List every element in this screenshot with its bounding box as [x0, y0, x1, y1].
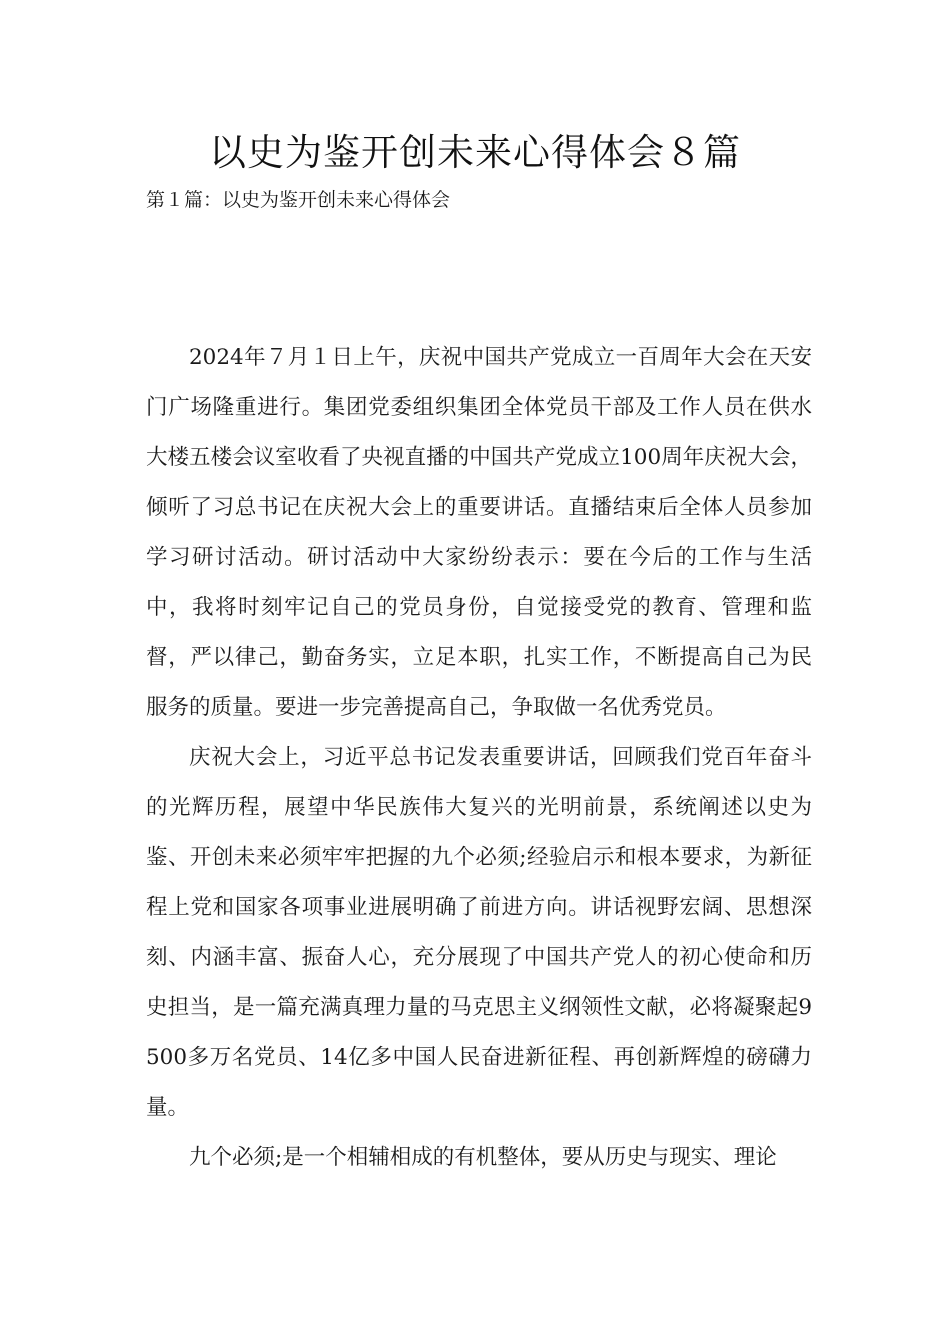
document-title: 以史为鉴开创未来心得体会８篇: [209, 131, 741, 174]
paragraph: 九个必须;是一个相辅相成的有机整体，要从历史与现实、理论: [189, 1145, 777, 1170]
section-heading: 第１篇：以史为鉴开创未来心得体会: [146, 189, 451, 211]
paragraph: 庆祝大会上，习近平总书记发表重要讲话，回顾我们党百年奋斗的光辉历程，展望中华民族伟大复兴的光明前景，系统阐述以史为鉴、开创未来必须牢牢把握的九个必须;经验启示和根本要求，为新征程上党和国家各项事业进展明确了前进方向。讲话视野宏阔、思想深刻、内涵丰富、振奋人心，充分展现了中国共产党人的初心使命和历史担当，是一篇充满真理力量的马克思主义纲领性文献，必将凝聚起9500多万名党员、14亿多中国人民奋进新征程、再创新辉煌的磅礴力量。: [146, 745, 812, 1120]
document-body: [146, 333, 812, 1183]
paragraph: 2024年７月１日上午，庆祝中国共产党成立一百周年大会在天安门广场隆重进行。集团党委组织集团全体党员干部及工作人员在供水大楼五楼会议室收看了央视直播的中国共产党成立100周年庆祝大会，倾听了习总书记在庆祝大会上的重要讲话。直播结束后全体人员参加学习研讨活动。研讨活动中大家纷纷表示：要在今后的工作与生活中，我将时刻牢记自己的党员身份，自觉接受党的教育、管理和监督，严以律己，勤奋务实，立足本职，扎实工作，不断提高自己为民服务的质量。要进一步完善提高自己，争取做一名优秀党员。: [146, 345, 812, 720]
